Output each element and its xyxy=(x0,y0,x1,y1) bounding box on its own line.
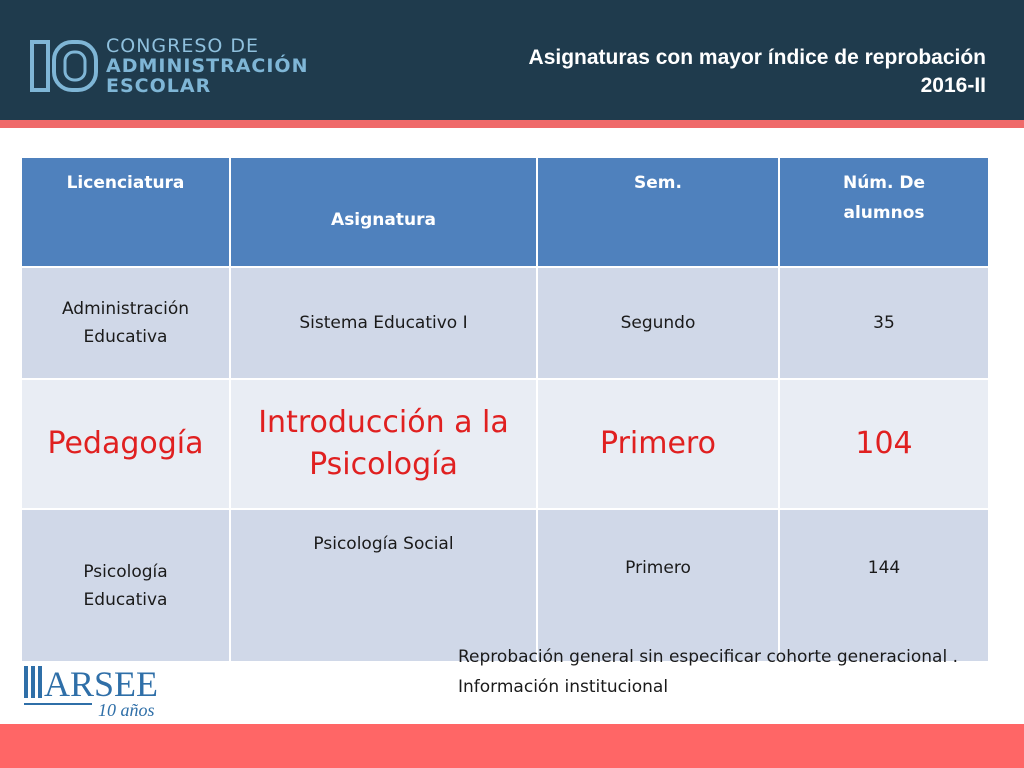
failure-rate-table xyxy=(20,156,990,663)
arsee-logo-name: ARSEE xyxy=(44,664,159,704)
arsee-logo-tagline: 10 años xyxy=(98,700,155,720)
source-footnote: Reprobación general sin especificar cohorte generacional . Información institucional xyxy=(458,647,958,697)
cell-sem: Primero xyxy=(537,379,779,509)
cell-licenciatura: Pedagogía xyxy=(21,379,230,509)
header-sem: Sem. xyxy=(537,157,779,267)
cell-asignatura: Sistema Educativo I xyxy=(230,267,537,379)
table-row-highlighted xyxy=(21,379,989,509)
cell-alumnos: 35 xyxy=(779,267,989,379)
cell-sem: Primero xyxy=(537,509,779,662)
table-row xyxy=(21,509,989,662)
logo-line-1: CONGRESO DE xyxy=(106,35,260,57)
header-banner xyxy=(0,0,1024,120)
cell-alumnos: 104 xyxy=(779,379,989,509)
footer-bar xyxy=(0,724,1024,768)
cell-alumnos: 144 xyxy=(779,509,989,662)
header-divider xyxy=(0,120,1024,128)
cell-sem: Segundo xyxy=(537,267,779,379)
cell-licenciatura: Administración Educativa xyxy=(21,267,230,379)
table-row xyxy=(21,267,989,379)
slide-title xyxy=(386,44,986,100)
header-asignatura: Asignatura xyxy=(230,157,537,267)
title-line-2: 2016-II xyxy=(920,74,986,97)
cell-licenciatura: Psicología Educativa xyxy=(21,509,230,662)
cell-asignatura: Psicología Social xyxy=(230,509,537,662)
header-alumnos: Núm. De alumnos xyxy=(779,157,989,267)
logo-line-3: ESCOLAR xyxy=(106,75,212,97)
title-line-1: Asignaturas con mayor índice de reprobación xyxy=(528,46,986,69)
congress-10-logo-icon xyxy=(30,40,100,92)
logo-line-2: ADMINISTRACIÓN xyxy=(106,55,309,77)
congress-logo-text xyxy=(106,36,308,96)
header-licenciatura: Licenciatura xyxy=(21,157,230,267)
table-header-row xyxy=(21,157,989,267)
arsee-logo-icon xyxy=(22,660,182,720)
cell-asignatura: Introducción a la Psicología xyxy=(230,379,537,509)
